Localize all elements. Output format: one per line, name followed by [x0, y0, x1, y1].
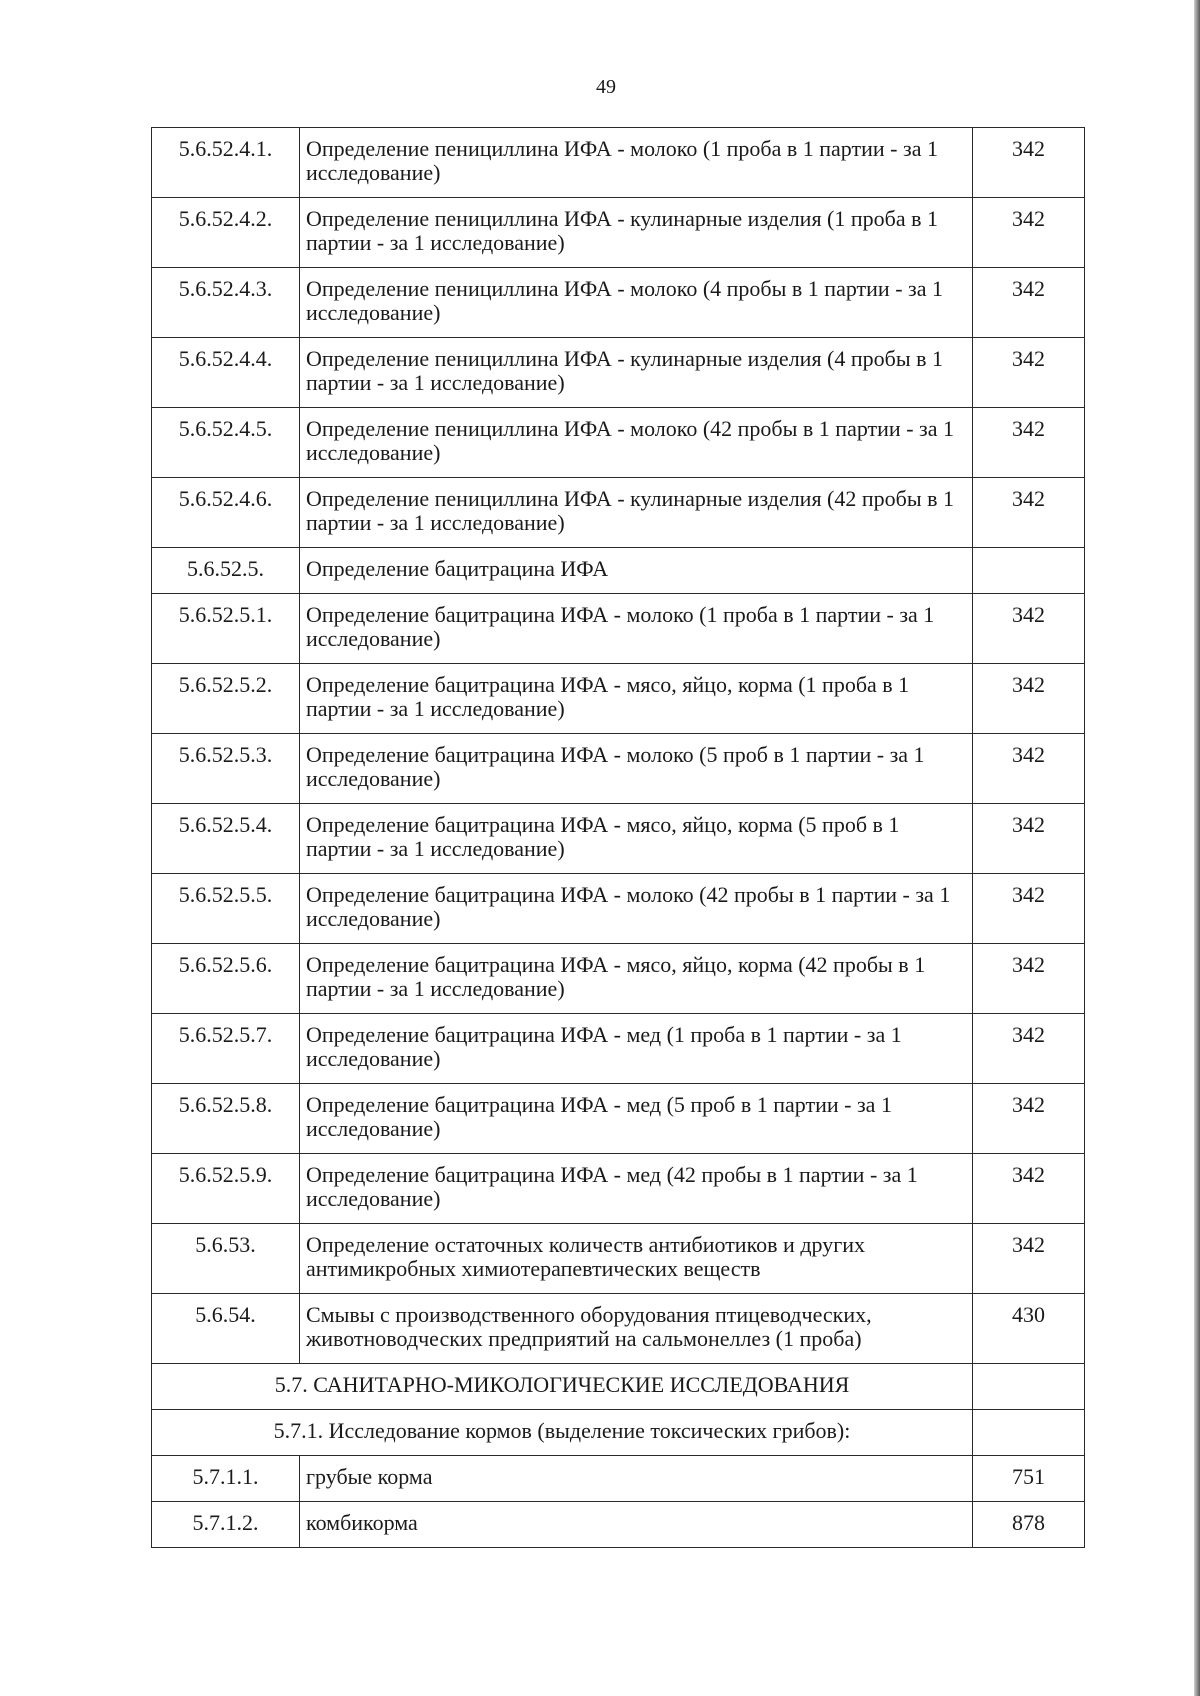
row-price: 342 [973, 664, 1085, 734]
table-row [152, 734, 1085, 804]
row-code: 5.6.52.5.4. [152, 804, 300, 874]
row-price: 342 [973, 1154, 1085, 1224]
row-price: 342 [973, 478, 1085, 548]
table-row [152, 944, 1085, 1014]
table-row [152, 874, 1085, 944]
row-description: Определение пенициллина ИФА - кулинарные изделия (4 пробы в 1 партии - за 1 исследование) [300, 338, 973, 408]
row-code: 5.6.52.4.2. [152, 198, 300, 268]
row-price: 342 [973, 1014, 1085, 1084]
table-row [152, 1154, 1085, 1224]
row-code: 5.6.52.4.3. [152, 268, 300, 338]
row-price: 342 [973, 944, 1085, 1014]
row-code: 5.6.53. [152, 1224, 300, 1294]
section-heading: 5.7. САНИТАРНО-МИКОЛОГИЧЕСКИЕ ИССЛЕДОВАНИЯ [152, 1364, 973, 1410]
row-price: 751 [973, 1456, 1085, 1502]
row-price: 430 [973, 1294, 1085, 1364]
row-description: Определение остаточных количеств антибиотиков и других антимикробных химиотерапевтических веществ [300, 1224, 973, 1294]
row-price: 342 [973, 408, 1085, 478]
row-description: комбикорма [300, 1502, 973, 1548]
row-description: Определение бацитрацина ИФА - мясо, яйцо, корма (1 проба в 1 партии - за 1 исследование) [300, 664, 973, 734]
row-price: 342 [973, 268, 1085, 338]
row-description: Определение пенициллина ИФА - кулинарные изделия (1 проба в 1 партии - за 1 исследование) [300, 198, 973, 268]
row-description: Определение бацитрацина ИФА - мед (5 проб в 1 партии - за 1 исследование) [300, 1084, 973, 1154]
row-code: 5.6.52.5.6. [152, 944, 300, 1014]
row-price: 342 [973, 198, 1085, 268]
row-price [973, 548, 1085, 594]
table-row [152, 408, 1085, 478]
page-edge-shadow [1194, 0, 1200, 1696]
table-row [152, 1294, 1085, 1364]
row-price: 342 [973, 804, 1085, 874]
price-table [151, 127, 1085, 1548]
row-price: 342 [973, 734, 1085, 804]
row-code: 5.6.52.4.4. [152, 338, 300, 408]
row-description: Смывы с производственного оборудования птицеводческих, животноводческих предприятий на сальмонеллез (1 проба) [300, 1294, 973, 1364]
subsection-heading: 5.7.1. Исследование кормов (выделение токсических грибов): [152, 1410, 973, 1456]
row-price: 342 [973, 1084, 1085, 1154]
row-code: 5.6.52.5.7. [152, 1014, 300, 1084]
table-row [152, 198, 1085, 268]
row-description: Определение пенициллина ИФА - молоко (42 пробы в 1 партии - за 1 исследование) [300, 408, 973, 478]
row-code: 5.6.54. [152, 1294, 300, 1364]
row-price: 342 [973, 1224, 1085, 1294]
row-description: Определение бацитрацина ИФА [300, 548, 973, 594]
row-code: 5.7.1.1. [152, 1456, 300, 1502]
row-code: 5.6.52.4.1. [152, 128, 300, 198]
table-row [152, 594, 1085, 664]
row-price [973, 1364, 1085, 1410]
table-row [152, 268, 1085, 338]
row-code: 5.6.52.4.6. [152, 478, 300, 548]
table-row [152, 804, 1085, 874]
row-code: 5.6.52.5.1. [152, 594, 300, 664]
table-row [152, 1084, 1085, 1154]
row-description: Определение бацитрацина ИФА - мясо, яйцо, корма (42 пробы в 1 партии - за 1 исследование) [300, 944, 973, 1014]
row-description: Определение бацитрацина ИФА - молоко (1 проба в 1 партии - за 1 исследование) [300, 594, 973, 664]
row-description: Определение пенициллина ИФА - молоко (4 пробы в 1 партии - за 1 исследование) [300, 268, 973, 338]
row-code: 5.6.52.5.8. [152, 1084, 300, 1154]
section-heading-row [152, 1364, 1085, 1410]
table-row [152, 1224, 1085, 1294]
row-description: Определение пенициллина ИФА - молоко (1 проба в 1 партии - за 1 исследование) [300, 128, 973, 198]
row-description: Определение пенициллина ИФА - кулинарные изделия (42 пробы в 1 партии - за 1 исследование) [300, 478, 973, 548]
row-description: грубые корма [300, 1456, 973, 1502]
row-code: 5.6.52.5.9. [152, 1154, 300, 1224]
row-code: 5.6.52.5.3. [152, 734, 300, 804]
row-description: Определение бацитрацина ИФА - мед (42 пробы в 1 партии - за 1 исследование) [300, 1154, 973, 1224]
page-number: 49 [596, 76, 616, 98]
row-description: Определение бацитрацина ИФА - молоко (42 пробы в 1 партии - за 1 исследование) [300, 874, 973, 944]
table-row [152, 1502, 1085, 1548]
table-row [152, 1014, 1085, 1084]
table-row [152, 128, 1085, 198]
row-price: 878 [973, 1502, 1085, 1548]
row-description: Определение бацитрацина ИФА - мед (1 проба в 1 партии - за 1 исследование) [300, 1014, 973, 1084]
row-price: 342 [973, 128, 1085, 198]
table-row [152, 478, 1085, 548]
table-row [152, 548, 1085, 594]
row-code: 5.6.52.4.5. [152, 408, 300, 478]
row-description: Определение бацитрацина ИФА - мясо, яйцо, корма (5 проб в 1 партии - за 1 исследование) [300, 804, 973, 874]
row-code: 5.6.52.5.2. [152, 664, 300, 734]
row-price: 342 [973, 874, 1085, 944]
row-code: 5.6.52.5.5. [152, 874, 300, 944]
row-description: Определение бацитрацина ИФА - молоко (5 проб в 1 партии - за 1 исследование) [300, 734, 973, 804]
row-code: 5.6.52.5. [152, 548, 300, 594]
row-price: 342 [973, 338, 1085, 408]
row-price: 342 [973, 594, 1085, 664]
table-row [152, 338, 1085, 408]
row-price [973, 1410, 1085, 1456]
table-row [152, 1456, 1085, 1502]
subsection-heading-row [152, 1410, 1085, 1456]
table-row [152, 664, 1085, 734]
row-code: 5.7.1.2. [152, 1502, 300, 1548]
